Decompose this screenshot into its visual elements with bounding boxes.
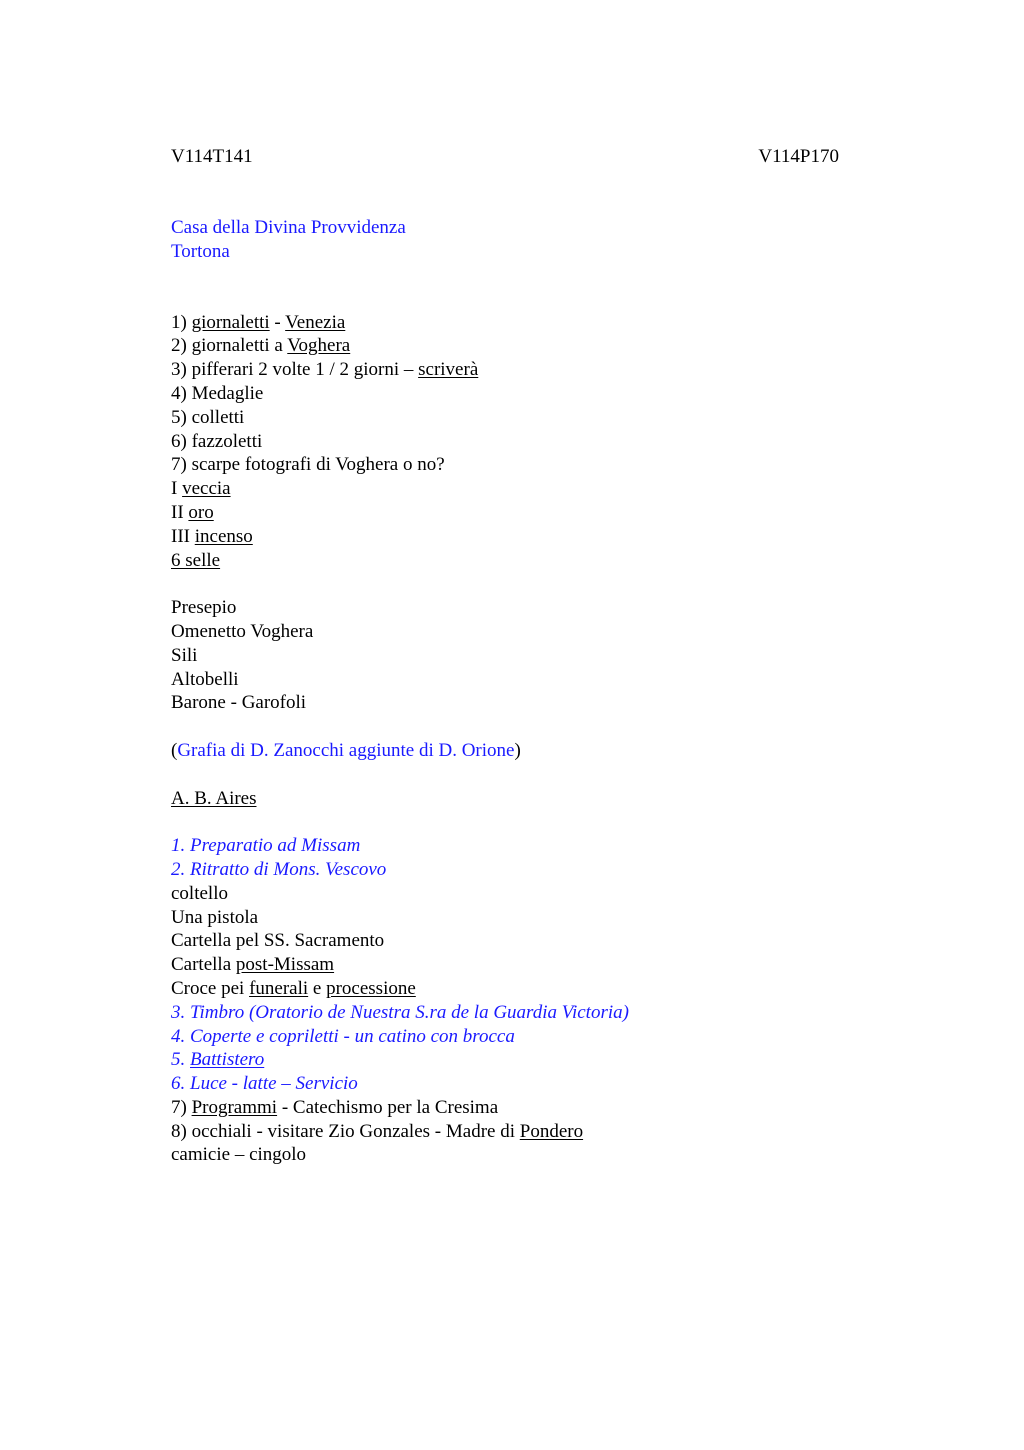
list-item: 3) pifferari 2 volte 1 / 2 giorni – scriverà <box>171 359 479 381</box>
list-item: III incenso <box>171 525 253 547</box>
list-item: Una pistola <box>171 906 259 928</box>
list-item: camicie – cingolo <box>171 1144 307 1166</box>
list-item: 4) Medaglie <box>171 382 264 404</box>
list-item: 3. Timbro (Oratorio de Nuestra S.ra de la Guardia Victoria) <box>171 1001 629 1023</box>
list-item: I veccia <box>171 478 231 500</box>
list-item: 2) giornaletti a Voghera <box>171 335 351 357</box>
list-item: Cartella post-Missam <box>171 954 335 976</box>
list-item: 5. Battistero <box>171 1049 265 1071</box>
list-item: 2. Ritratto di Mons. Vescovo <box>171 858 387 880</box>
list-item: Cartella pel SS. Sacramento <box>171 930 385 952</box>
list-item: 6 selle <box>171 549 221 571</box>
third-list <box>171 834 839 1167</box>
first-list <box>171 311 839 573</box>
list-item: 6) fazzoletti <box>171 430 263 452</box>
section-heading: A. B. Aires <box>171 787 257 809</box>
list-item: 6. Luce - latte – Servicio <box>171 1073 358 1095</box>
list-item: coltello <box>171 882 228 904</box>
address-block <box>171 216 839 264</box>
list-item: Barone - Garofoli <box>171 692 307 714</box>
list-item: Presepio <box>171 597 237 619</box>
document-code-left: V114T141 <box>171 146 253 167</box>
list-item: 1. Preparatio ad Missam <box>171 835 361 857</box>
list-item: II oro <box>171 501 214 523</box>
list-item: 8) occhiali - visitare Zio Gonzales - Madre di Pondero <box>171 1120 584 1142</box>
address-line-1: Casa della Divina Provvidenza <box>171 217 406 238</box>
list-item: 1) giornaletti - Venezia <box>171 311 346 333</box>
address-line-2: Tortona <box>171 240 230 262</box>
list-item: Sili <box>171 644 198 666</box>
list-item: 7) scarpe fotografi di Voghera o no? <box>171 454 445 476</box>
handwriting-note: (Grafia di D. Zanocchi aggiunte di D. Orione) <box>171 739 521 761</box>
list-item: 4. Coperte e copriletti - un catino con brocca <box>171 1025 515 1047</box>
list-item: 5) colletti <box>171 406 245 428</box>
list-item: Altobelli <box>171 668 239 690</box>
document-page <box>171 144 839 1167</box>
document-code-right: V114P170 <box>758 146 839 167</box>
list-item: Croce pei funerali e processione <box>171 977 416 999</box>
list-item: Omenetto Voghera <box>171 620 314 642</box>
list-item: 7) Programmi - Catechismo per la Cresima <box>171 1096 499 1118</box>
page-header <box>171 144 839 170</box>
second-list <box>171 596 839 715</box>
